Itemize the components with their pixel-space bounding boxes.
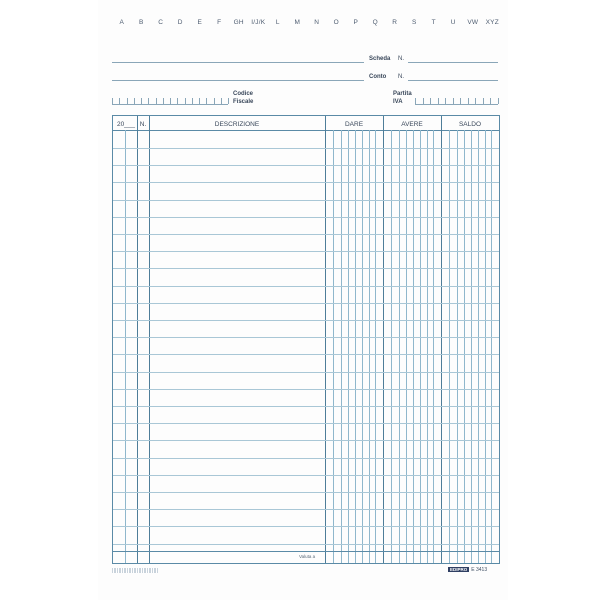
column-rule: [449, 130, 450, 563]
ledger-row[interactable]: [113, 458, 499, 459]
alphabet-index: [112, 19, 502, 33]
conto-label: Conto: [369, 74, 387, 80]
char-box-tick: [170, 98, 171, 104]
char-box-tick: [148, 98, 149, 104]
column-rule: [333, 130, 334, 563]
index-letter: D: [177, 19, 183, 26]
index-letter: VW: [467, 19, 479, 26]
char-box-tick: [483, 98, 484, 104]
column-rule: [485, 130, 486, 563]
dare-header: DARE: [344, 121, 364, 128]
ledger-row[interactable]: [113, 165, 499, 166]
index-letter: L: [275, 19, 280, 26]
partita-iva-field[interactable]: [415, 95, 498, 105]
date-header: 20___: [116, 121, 136, 128]
column-rule: [375, 130, 376, 563]
ledger-row[interactable]: [113, 492, 499, 493]
index-letter: F: [217, 19, 222, 26]
column-rule: [348, 130, 349, 563]
iva-label: IVA: [393, 99, 403, 105]
index-letter: N: [314, 19, 320, 26]
index-letter: XYZ: [485, 19, 499, 26]
codice-label: Codice: [233, 91, 254, 97]
ledger-row[interactable]: [113, 303, 499, 304]
char-box-tick: [475, 98, 476, 104]
char-box-tick: [185, 98, 186, 104]
column-rule: [369, 130, 370, 563]
ledger-row[interactable]: [113, 526, 499, 527]
ledger-row[interactable]: [113, 475, 499, 476]
char-box-tick: [415, 98, 416, 104]
ledger-row[interactable]: [113, 423, 499, 424]
ledger-row[interactable]: [113, 337, 499, 338]
ledger-row[interactable]: [113, 148, 499, 149]
char-box-tick: [498, 98, 499, 104]
ledger-row[interactable]: [113, 320, 499, 321]
char-box-tick: [430, 98, 431, 104]
column-rule: [355, 130, 356, 563]
ledger-row[interactable]: [113, 286, 499, 287]
scheda-line-left: [112, 62, 364, 63]
partita-label: Partita: [393, 91, 412, 97]
barcode: [112, 568, 158, 573]
scheda-number-field[interactable]: [408, 62, 498, 63]
char-box-tick: [206, 98, 207, 104]
ledger-row[interactable]: [113, 389, 499, 390]
ledger-row[interactable]: [113, 268, 499, 269]
char-box-tick: [163, 98, 164, 104]
column-rule: [391, 130, 392, 563]
column-rule: [413, 130, 414, 563]
avere-header: AVERE: [401, 121, 423, 128]
char-box-tick: [134, 98, 135, 104]
index-letter: S: [411, 19, 417, 26]
scheda-label: Scheda: [369, 56, 391, 62]
char-box-tick: [490, 98, 491, 104]
ledger-table: [112, 115, 500, 564]
ledger-row[interactable]: [113, 406, 499, 407]
index-letter: B: [138, 19, 144, 26]
index-letter: M: [294, 19, 301, 26]
column-rule: [406, 130, 407, 563]
ledger-row[interactable]: [113, 440, 499, 441]
char-box-tick: [228, 98, 229, 104]
column-rule: [433, 130, 434, 563]
ledger-row[interactable]: [113, 182, 499, 183]
product-code: E 3413: [471, 567, 488, 573]
char-box-tick: [438, 98, 439, 104]
ledger-row[interactable]: [113, 251, 499, 252]
ledger-row[interactable]: [113, 200, 499, 201]
char-box-tick: [119, 98, 120, 104]
column-rule: [341, 130, 342, 563]
index-letter: Q: [372, 19, 378, 26]
column-rule: [471, 130, 472, 563]
column-rule: [427, 130, 428, 563]
footer-separator: [113, 551, 499, 552]
index-letter: C: [158, 19, 164, 26]
index-letter: E: [197, 19, 203, 26]
char-box-tick: [445, 98, 446, 104]
index-letter: U: [450, 19, 456, 26]
codice-fiscale-field[interactable]: [112, 95, 228, 105]
column-rule: [478, 130, 479, 563]
index-letter: P: [353, 19, 359, 26]
char-box-tick: [141, 98, 142, 104]
index-letter: I/J/K: [251, 19, 266, 26]
brand-mark: [448, 567, 487, 573]
column-rule: [457, 130, 458, 563]
conto-n-label: N.: [398, 74, 404, 80]
ledger-row[interactable]: [113, 509, 499, 510]
char-box-tick: [214, 98, 215, 104]
index-letter: A: [119, 19, 125, 26]
char-box-tick: [221, 98, 222, 104]
char-box-tick: [112, 98, 113, 104]
column-rule: [491, 130, 492, 563]
index-letter: R: [392, 19, 398, 26]
char-box-tick: [460, 98, 461, 104]
fiscale-label: Fiscale: [233, 99, 254, 105]
char-box-tick: [192, 98, 193, 104]
brand-logo: EDIPRO: [450, 567, 468, 572]
ledger-row[interactable]: [113, 544, 499, 545]
column-rule: [464, 130, 465, 563]
char-box-tick: [156, 98, 157, 104]
conto-number-field[interactable]: [408, 80, 498, 81]
ledger-row[interactable]: [113, 234, 499, 235]
column-rule: [420, 130, 421, 563]
column-rule: [399, 130, 400, 563]
column-rule: [125, 130, 126, 563]
ledger-row[interactable]: [113, 217, 499, 218]
index-letter: GH: [233, 19, 244, 26]
index-letter: O: [333, 19, 339, 26]
conto-line-left: [112, 80, 364, 81]
n-header: N.: [139, 121, 147, 128]
index-letter: T: [431, 19, 436, 26]
char-box-tick: [127, 98, 128, 104]
saldo-header: SALDO: [458, 121, 482, 128]
char-box-tick: [423, 98, 424, 104]
footer-note: Valuta a: [299, 554, 316, 559]
ledger-row[interactable]: [113, 354, 499, 355]
char-box-tick: [453, 98, 454, 104]
ledger-row[interactable]: [113, 372, 499, 373]
descrizione-header: DESCRIZIONE: [214, 121, 260, 128]
char-box-tick: [177, 98, 178, 104]
scheda-n-label: N.: [398, 56, 404, 62]
char-box-tick: [468, 98, 469, 104]
char-box-tick: [199, 98, 200, 104]
column-rule: [362, 130, 363, 563]
